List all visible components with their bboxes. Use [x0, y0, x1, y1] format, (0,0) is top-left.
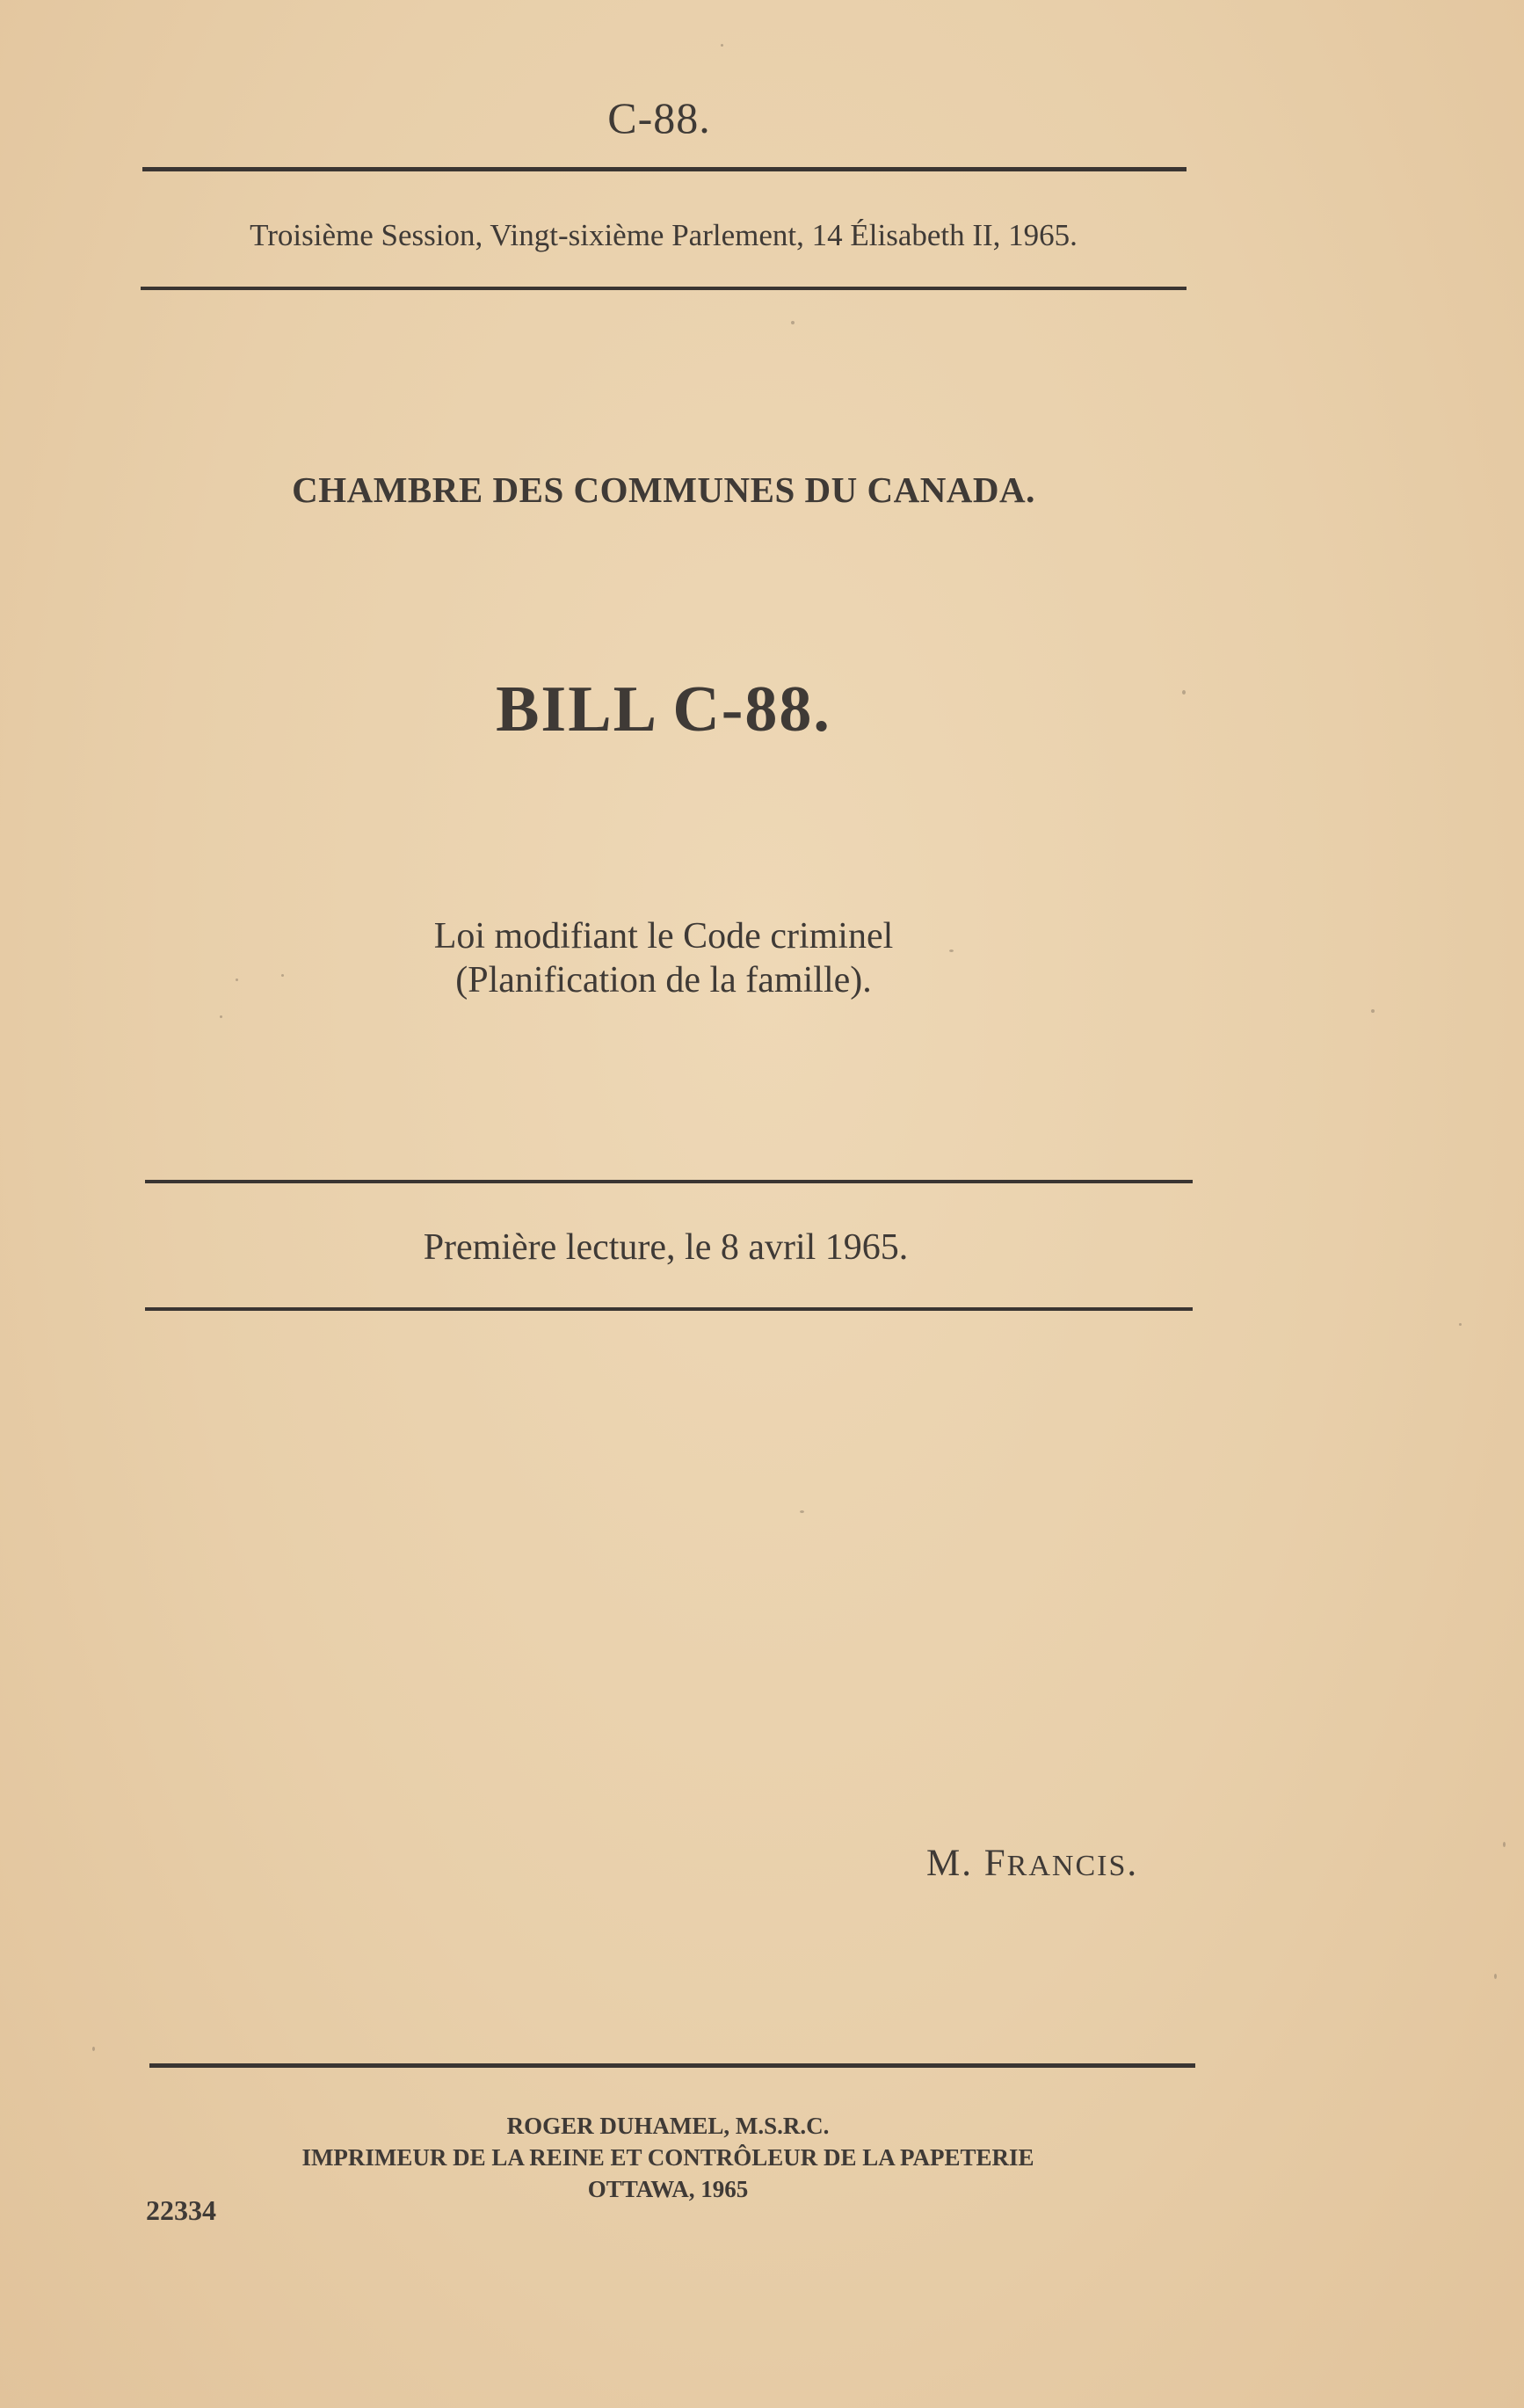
first-reading-line: Première lecture, le 8 avril 1965.	[423, 1227, 909, 1268]
bill-title: BILL C-88.	[496, 673, 831, 746]
chamber-heading: CHAMBRE DES COMMUNES DU CANADA.	[292, 469, 1035, 510]
paper-speck	[800, 1510, 804, 1513]
sponsor-name-small-caps: RANCIS	[1006, 1850, 1128, 1882]
header-rule-bottom	[141, 287, 1187, 290]
printer-title: IMPRIMEUR DE LA REINE ET CONTRÔLEUR DE LA PAPETERIE	[301, 2144, 1034, 2171]
bill-number-header: C-88.	[607, 93, 711, 142]
paper-speck	[281, 974, 284, 977]
header-rule-top	[142, 167, 1187, 171]
act-title	[0, 914, 1327, 1002]
paper-speck	[220, 1015, 222, 1018]
sponsor-prefix: M. F	[926, 1843, 1007, 1884]
act-title-line-2: (Planification de la famille).	[455, 960, 872, 1000]
reading-rule-bottom	[145, 1307, 1193, 1311]
act-title-line-1: Loi modifiant le Code criminel	[433, 916, 894, 957]
printer-place-year: OTTAWA, 1965	[587, 2176, 749, 2202]
printer-imprint	[0, 2110, 1336, 2205]
print-code: 22334	[146, 2194, 216, 2226]
paper-speck	[1494, 1974, 1497, 1979]
sponsor-name	[926, 1842, 1138, 1885]
paper-speck	[791, 321, 795, 324]
session-line: Troisième Session, Vingt-sixième Parlement, 14 Élisabeth II, 1965.	[250, 218, 1078, 252]
sponsor-suffix: .	[1127, 1843, 1139, 1884]
paper-speck	[949, 949, 954, 952]
printer-name: ROGER DUHAMEL, M.S.R.C.	[506, 2113, 830, 2139]
printer-rule	[149, 2063, 1195, 2068]
paper-speck	[721, 44, 723, 47]
paper-speck	[236, 978, 238, 981]
paper-speck	[1459, 1323, 1462, 1326]
paper-speck	[1503, 1842, 1506, 1847]
paper-speck	[92, 2047, 95, 2051]
paper-speck	[1182, 690, 1186, 695]
reading-rule-top	[145, 1180, 1193, 1183]
paper-speck	[1371, 1009, 1375, 1013]
